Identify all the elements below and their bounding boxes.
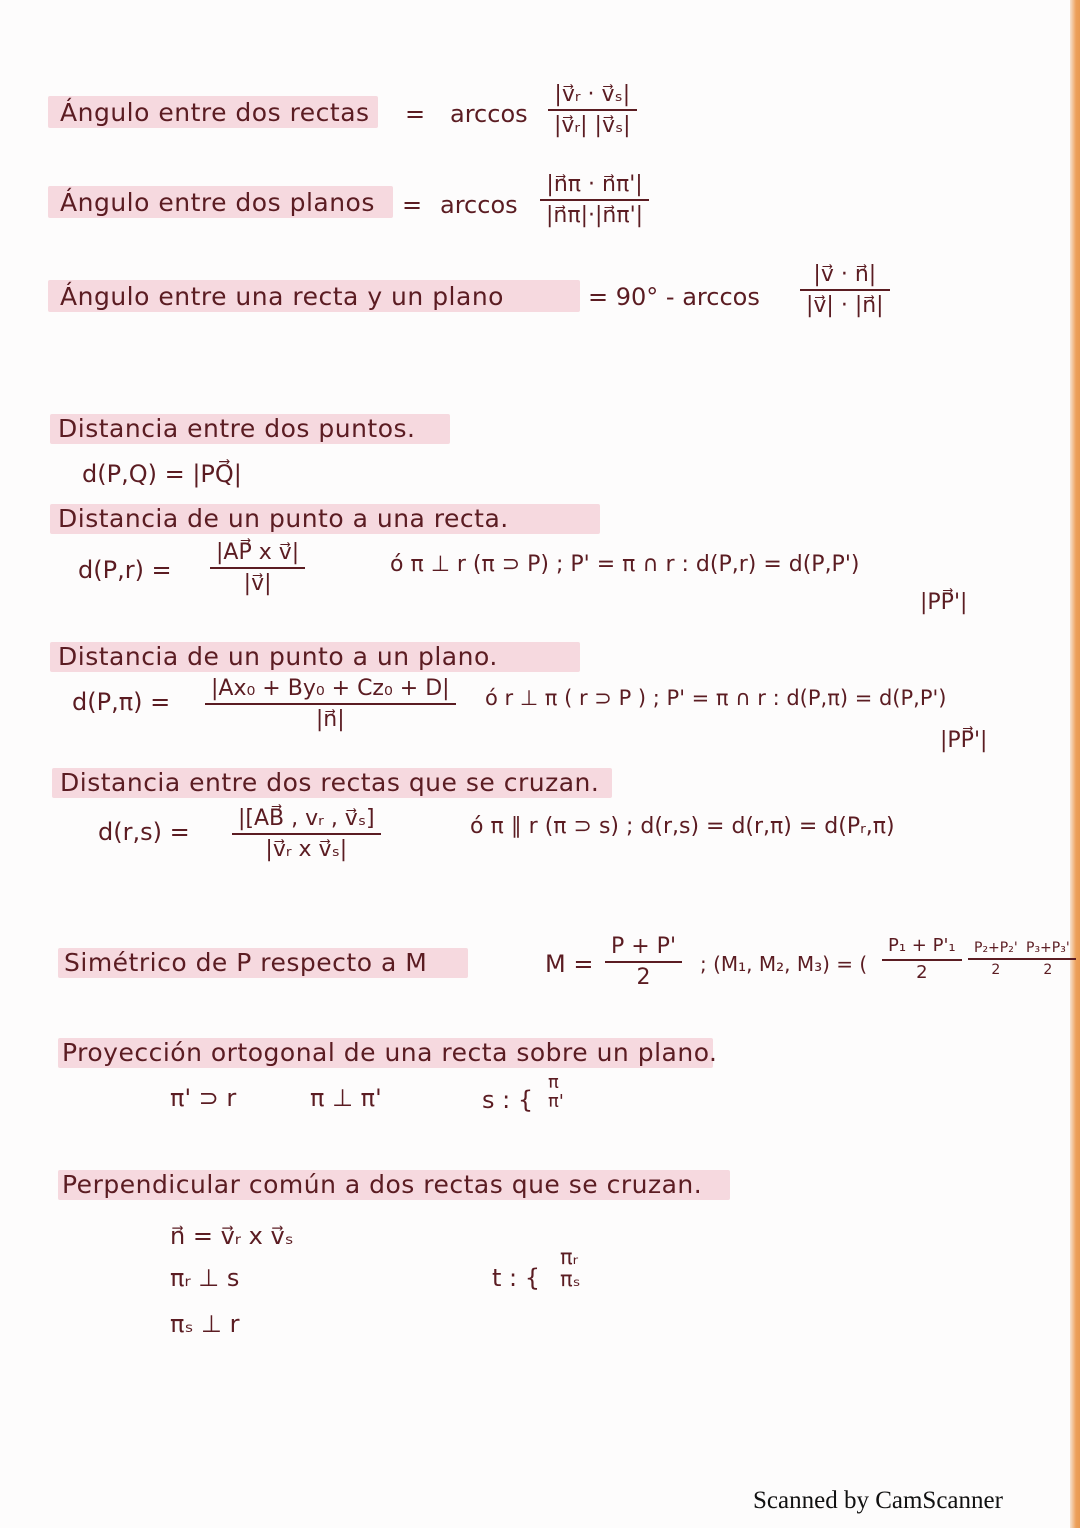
denominator: 2 (916, 961, 928, 983)
heading-perpendicular-comun: Perpendicular común a dos rectas que se cruzan. (62, 1170, 703, 1199)
system-top: π (548, 1072, 559, 1093)
denominator: |n⃗π|·|n⃗π'| (546, 203, 644, 229)
fraction-dist-punto-recta (210, 540, 305, 597)
numerator: |v⃗ᵣ · v⃗ₛ| (554, 82, 631, 107)
lhs: d(P,π) = (72, 688, 171, 716)
fraction-dist-rectas (232, 806, 381, 863)
fraction-angulo-planos (540, 172, 649, 229)
system-bottom: π' (548, 1090, 564, 1112)
heading-dist-punto-plano: Distancia de un punto a un plano. (58, 642, 498, 671)
fraction-angulo-rectas (548, 82, 637, 139)
alt-sub: |PP⃗'| (920, 590, 968, 615)
t-system (560, 1246, 580, 1290)
arccos-label: arccos (440, 191, 518, 219)
s-system (548, 1074, 564, 1112)
system-top: πᵣ (560, 1245, 579, 1269)
fraction-dist-punto-plano (205, 676, 456, 733)
coords-eq: ; (M₁, M₂, M₃) = ( (700, 952, 868, 976)
denominator: |v⃗| (243, 571, 272, 597)
lhs: d(r,s) = (98, 818, 190, 846)
system-bottom: πₛ (560, 1267, 581, 1292)
formula-dist-puntos: d(P,Q) = |PQ⃗| (82, 460, 242, 488)
equals-90-arccos: = 90° - arccos (588, 283, 760, 311)
heading-proyeccion: Proyección ortogonal de una recta sobre un plano. (62, 1038, 718, 1067)
fraction-coord-3 (1020, 940, 1076, 978)
alt-method: ó π ∥ r (π ⊃ s) ; d(r,s) = d(r,π) = d(Pᵣ,π) (470, 814, 895, 839)
t-label: t : { (492, 1264, 541, 1292)
heading-dist-puntos: Distancia entre dos puntos. (58, 414, 416, 443)
heading-dist-rectas: Distancia entre dos rectas que se cruzan. (60, 768, 600, 797)
heading-simetrico: Simétrico de P respecto a M (64, 948, 428, 977)
denominator: |n⃗| (315, 707, 345, 733)
scanner-watermark: Scanned by CamScanner (753, 1487, 1003, 1514)
fraction-angulo-recta-plano (800, 262, 890, 319)
alt-method: ó π ⊥ r (π ⊃ P) ; P' = π ∩ r : d(P,r) = d(P,P') (390, 552, 860, 577)
page-edge (1070, 0, 1080, 1528)
numerator: P₂+P₂' (974, 940, 1018, 956)
denominator: 2 (1043, 962, 1053, 979)
heading-angulo-planos: Ángulo entre dos planos (60, 188, 375, 217)
numerator: |n⃗π · n⃗π'| (546, 172, 643, 197)
fraction-coord-1 (882, 936, 962, 983)
heading-angulo-recta-plano: Ángulo entre una recta y un plano (60, 282, 504, 311)
denominator: 2 (636, 965, 651, 991)
arccos-label: arccos (450, 100, 528, 128)
numerator: P + P' (611, 934, 677, 959)
fraction-coord-2 (968, 940, 1024, 978)
numerator: |Ax₀ + By₀ + Cz₀ + D| (211, 676, 450, 701)
lhs: M = (545, 950, 594, 978)
numerator: P₁ + P'₁ (888, 935, 956, 956)
equals: = (405, 100, 426, 128)
numerator: |[AB⃗ , vᵣ , v⃗ₛ] (238, 806, 375, 831)
formula-1: n⃗ = v⃗ᵣ x v⃗ₛ (170, 1222, 294, 1250)
heading-angulo-rectas: Ángulo entre dos rectas (60, 98, 370, 127)
alt-sub: |PP⃗'| (940, 728, 988, 753)
numerator: |AP⃗ x v⃗| (216, 540, 300, 565)
formula-2: π ⊥ π' (310, 1084, 382, 1112)
formula-2: πᵣ ⊥ s (170, 1264, 240, 1292)
numerator: |v⃗ · n⃗| (813, 262, 877, 287)
lhs: d(P,r) = (78, 556, 172, 584)
denominator: 2 (991, 962, 1001, 979)
heading-dist-punto-recta: Distancia de un punto a una recta. (58, 504, 509, 533)
alt-method: ó r ⊥ π ( r ⊃ P ) ; P' = π ∩ r : d(P,π) = d(P,P') (485, 686, 947, 710)
denominator: |v⃗ᵣ| |v⃗ₛ| (554, 113, 631, 139)
formula-3: πₛ ⊥ r (170, 1310, 240, 1338)
formula-1: π' ⊃ r (170, 1084, 237, 1112)
equals: = (402, 191, 423, 219)
denominator: |v⃗ᵣ x v⃗ₛ| (265, 837, 348, 863)
denominator: |v⃗| · |n⃗| (806, 293, 884, 319)
fraction-midpoint (605, 934, 682, 991)
s-label: s : { (482, 1086, 534, 1114)
numerator: P₃+P₃' (1026, 940, 1070, 956)
